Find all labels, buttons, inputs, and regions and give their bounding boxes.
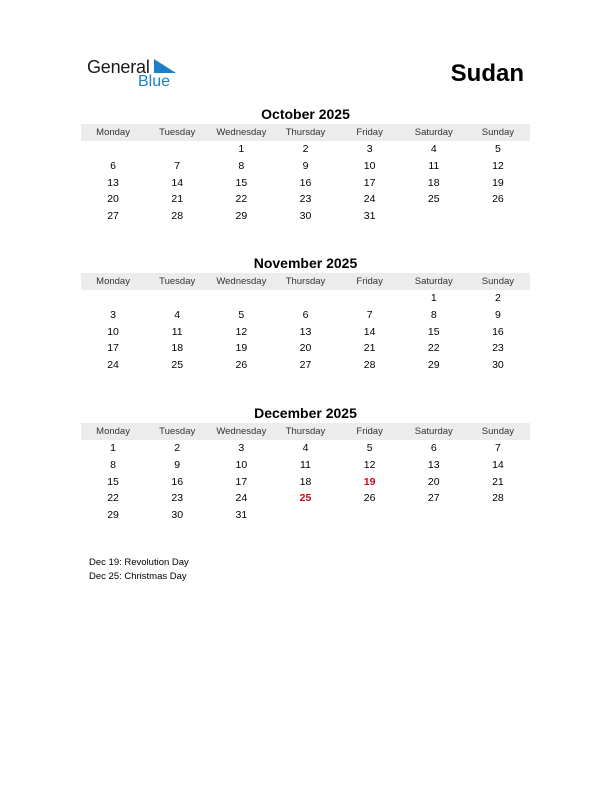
month-title: December 2025 bbox=[254, 405, 357, 421]
day-cell: 7 bbox=[174, 159, 181, 172]
day-cell: 28 bbox=[492, 492, 504, 505]
weekday-label: Friday bbox=[356, 276, 383, 287]
day-cell: 11 bbox=[300, 458, 311, 471]
day-cell: 25 bbox=[427, 193, 440, 206]
day-cell: 1 bbox=[110, 442, 116, 454]
week-row bbox=[81, 340, 530, 357]
month-grid bbox=[81, 440, 530, 524]
logo-word-blue: Blue bbox=[138, 73, 171, 90]
day-cell: 14 bbox=[171, 176, 184, 189]
day-cell: 2 bbox=[174, 442, 181, 454]
day-cell: 28 bbox=[171, 210, 184, 223]
day-cell: 3 bbox=[238, 442, 245, 454]
day-cell: 31 bbox=[235, 509, 248, 522]
weekday-label: Wednesday bbox=[216, 276, 267, 287]
day-cell: 10 bbox=[107, 325, 119, 338]
weekday-label: Thursday bbox=[285, 426, 326, 437]
weekday-label: Thursday bbox=[285, 127, 326, 138]
day-cell: 29 bbox=[235, 210, 248, 223]
month-october bbox=[81, 106, 530, 225]
weekday-label: Tuesday bbox=[159, 127, 196, 138]
month-title: November 2025 bbox=[253, 255, 358, 271]
week-row bbox=[81, 191, 530, 208]
day-cell: 17 bbox=[235, 475, 248, 488]
week-row bbox=[81, 440, 530, 457]
day-cell: 2 bbox=[494, 292, 501, 304]
day-cell: 26 bbox=[492, 193, 504, 206]
day-cell: 22 bbox=[235, 193, 248, 206]
day-cell: 1 bbox=[238, 143, 245, 155]
day-cell bbox=[145, 141, 209, 158]
day-cell: 31 bbox=[363, 210, 376, 223]
weekday-label: Sunday bbox=[481, 127, 515, 138]
day-cell: 4 bbox=[430, 143, 437, 155]
day-cell: 28 bbox=[363, 359, 376, 372]
week-row bbox=[81, 290, 530, 307]
day-cell: 18 bbox=[171, 342, 184, 355]
day-cell: 23 bbox=[299, 193, 312, 206]
month-november bbox=[81, 255, 530, 374]
day-cell: 5 bbox=[238, 308, 245, 321]
day-cell bbox=[466, 208, 530, 225]
week-row bbox=[81, 307, 530, 324]
day-cell bbox=[402, 208, 466, 225]
week-row bbox=[81, 141, 530, 158]
weekday-label: Monday bbox=[96, 276, 130, 287]
day-cell: 18 bbox=[427, 176, 440, 189]
day-cell: 27 bbox=[427, 492, 440, 505]
day-cell: 10 bbox=[235, 458, 248, 471]
weekday-label: Thursday bbox=[285, 276, 326, 287]
weekday-label: Friday bbox=[356, 127, 383, 138]
day-cell: 10 bbox=[363, 159, 376, 172]
day-cell: 24 bbox=[235, 492, 248, 505]
day-cell: 15 bbox=[107, 475, 119, 488]
day-cell: 17 bbox=[107, 342, 119, 355]
weekday-label: Wednesday bbox=[216, 426, 267, 437]
day-cell: 24 bbox=[107, 359, 119, 372]
day-cell: 25 bbox=[171, 359, 184, 372]
day-cell: 21 bbox=[363, 342, 376, 355]
day-cell: 26 bbox=[363, 492, 376, 505]
month-grid bbox=[81, 141, 530, 225]
day-cell: 16 bbox=[171, 475, 184, 488]
holiday-day-cell: 19 bbox=[363, 475, 376, 488]
weekday-header bbox=[81, 423, 530, 440]
day-cell: 13 bbox=[427, 458, 440, 471]
day-cell: 12 bbox=[235, 325, 248, 338]
day-cell: 9 bbox=[302, 159, 309, 172]
day-cell bbox=[273, 290, 337, 307]
day-cell: 2 bbox=[302, 143, 309, 155]
week-row bbox=[81, 324, 530, 341]
day-cell: 16 bbox=[492, 325, 504, 338]
holiday-notes bbox=[89, 556, 189, 584]
day-cell: 7 bbox=[494, 442, 501, 454]
logo bbox=[87, 57, 187, 93]
holiday-note: Dec 25: Christmas Day bbox=[89, 571, 187, 582]
day-cell: 6 bbox=[110, 159, 116, 172]
day-cell bbox=[209, 290, 273, 307]
weekday-label: Wednesday bbox=[216, 127, 267, 138]
day-cell: 21 bbox=[492, 475, 504, 488]
day-cell: 16 bbox=[299, 176, 312, 189]
day-cell: 11 bbox=[428, 159, 440, 172]
day-cell: 14 bbox=[363, 325, 376, 338]
day-cell: 30 bbox=[171, 509, 184, 522]
day-cell: 20 bbox=[107, 193, 119, 206]
day-cell: 6 bbox=[430, 442, 437, 454]
day-cell bbox=[402, 507, 466, 524]
day-cell: 24 bbox=[363, 193, 376, 206]
week-row bbox=[81, 490, 530, 507]
day-cell: 23 bbox=[171, 492, 184, 505]
day-cell: 19 bbox=[492, 176, 504, 189]
day-cell: 8 bbox=[110, 458, 116, 471]
weekday-label: Tuesday bbox=[159, 426, 196, 437]
day-cell: 21 bbox=[171, 193, 184, 206]
logo-word-general: General bbox=[87, 57, 150, 77]
weekday-label: Sunday bbox=[481, 276, 515, 287]
day-cell: 22 bbox=[427, 342, 440, 355]
day-cell: 6 bbox=[302, 308, 309, 321]
week-row bbox=[81, 474, 530, 491]
week-row bbox=[81, 507, 530, 524]
day-cell: 26 bbox=[235, 359, 248, 372]
month-grid bbox=[81, 290, 530, 374]
day-cell: 18 bbox=[299, 475, 312, 488]
day-cell: 22 bbox=[107, 492, 119, 505]
day-cell: 3 bbox=[366, 143, 373, 155]
day-cell: 12 bbox=[363, 458, 376, 471]
day-cell: 12 bbox=[492, 159, 504, 172]
day-cell: 9 bbox=[174, 458, 181, 471]
week-row bbox=[81, 457, 530, 474]
day-cell: 8 bbox=[238, 159, 245, 172]
day-cell: 13 bbox=[299, 325, 312, 338]
weekday-label: Saturday bbox=[414, 426, 453, 437]
week-row bbox=[81, 357, 530, 374]
day-cell: 20 bbox=[427, 475, 440, 488]
weekday-label: Monday bbox=[96, 127, 130, 138]
day-cell: 5 bbox=[366, 442, 373, 454]
day-cell: 23 bbox=[492, 342, 504, 355]
day-cell: 30 bbox=[492, 359, 504, 372]
day-cell: 5 bbox=[494, 143, 501, 155]
week-row bbox=[81, 208, 530, 225]
weekday-label: Sunday bbox=[481, 426, 515, 437]
month-title: October 2025 bbox=[261, 106, 350, 122]
day-cell bbox=[338, 507, 402, 524]
weekday-header bbox=[81, 124, 530, 141]
holiday-note: Dec 19: Revolution Day bbox=[89, 557, 189, 568]
weekday-header bbox=[81, 273, 530, 290]
day-cell: 7 bbox=[366, 308, 373, 321]
day-cell bbox=[81, 141, 145, 158]
day-cell bbox=[338, 290, 402, 307]
month-december bbox=[81, 405, 530, 524]
day-cell: 27 bbox=[299, 359, 312, 372]
weekday-label: Monday bbox=[96, 426, 130, 437]
day-cell: 15 bbox=[235, 176, 248, 189]
day-cell: 11 bbox=[171, 325, 183, 338]
day-cell: 29 bbox=[107, 509, 119, 522]
day-cell: 3 bbox=[110, 308, 116, 321]
day-cell bbox=[145, 290, 209, 307]
day-cell: 27 bbox=[107, 210, 119, 223]
day-cell: 13 bbox=[107, 176, 119, 189]
day-cell bbox=[466, 507, 530, 524]
day-cell: 29 bbox=[427, 359, 440, 372]
weekday-label: Saturday bbox=[414, 276, 453, 287]
weekday-label: Tuesday bbox=[159, 276, 196, 287]
weekday-label: Friday bbox=[356, 426, 383, 437]
day-cell: 8 bbox=[430, 308, 437, 321]
holiday-day-cell: 25 bbox=[299, 492, 312, 505]
day-cell bbox=[273, 507, 337, 524]
day-cell: 4 bbox=[302, 442, 309, 454]
day-cell: 19 bbox=[235, 342, 248, 355]
day-cell: 30 bbox=[299, 210, 312, 223]
day-cell: 9 bbox=[494, 308, 501, 321]
country-title: Sudan bbox=[450, 60, 524, 87]
day-cell: 20 bbox=[299, 342, 312, 355]
week-row bbox=[81, 158, 530, 175]
day-cell: 17 bbox=[363, 176, 376, 189]
day-cell: 14 bbox=[492, 458, 504, 471]
week-row bbox=[81, 175, 530, 192]
day-cell: 1 bbox=[430, 292, 437, 304]
weekday-label: Saturday bbox=[414, 127, 453, 138]
day-cell: 15 bbox=[427, 325, 440, 338]
day-cell bbox=[81, 290, 145, 307]
day-cell: 4 bbox=[174, 308, 181, 321]
logo-triangle-icon bbox=[154, 59, 176, 73]
